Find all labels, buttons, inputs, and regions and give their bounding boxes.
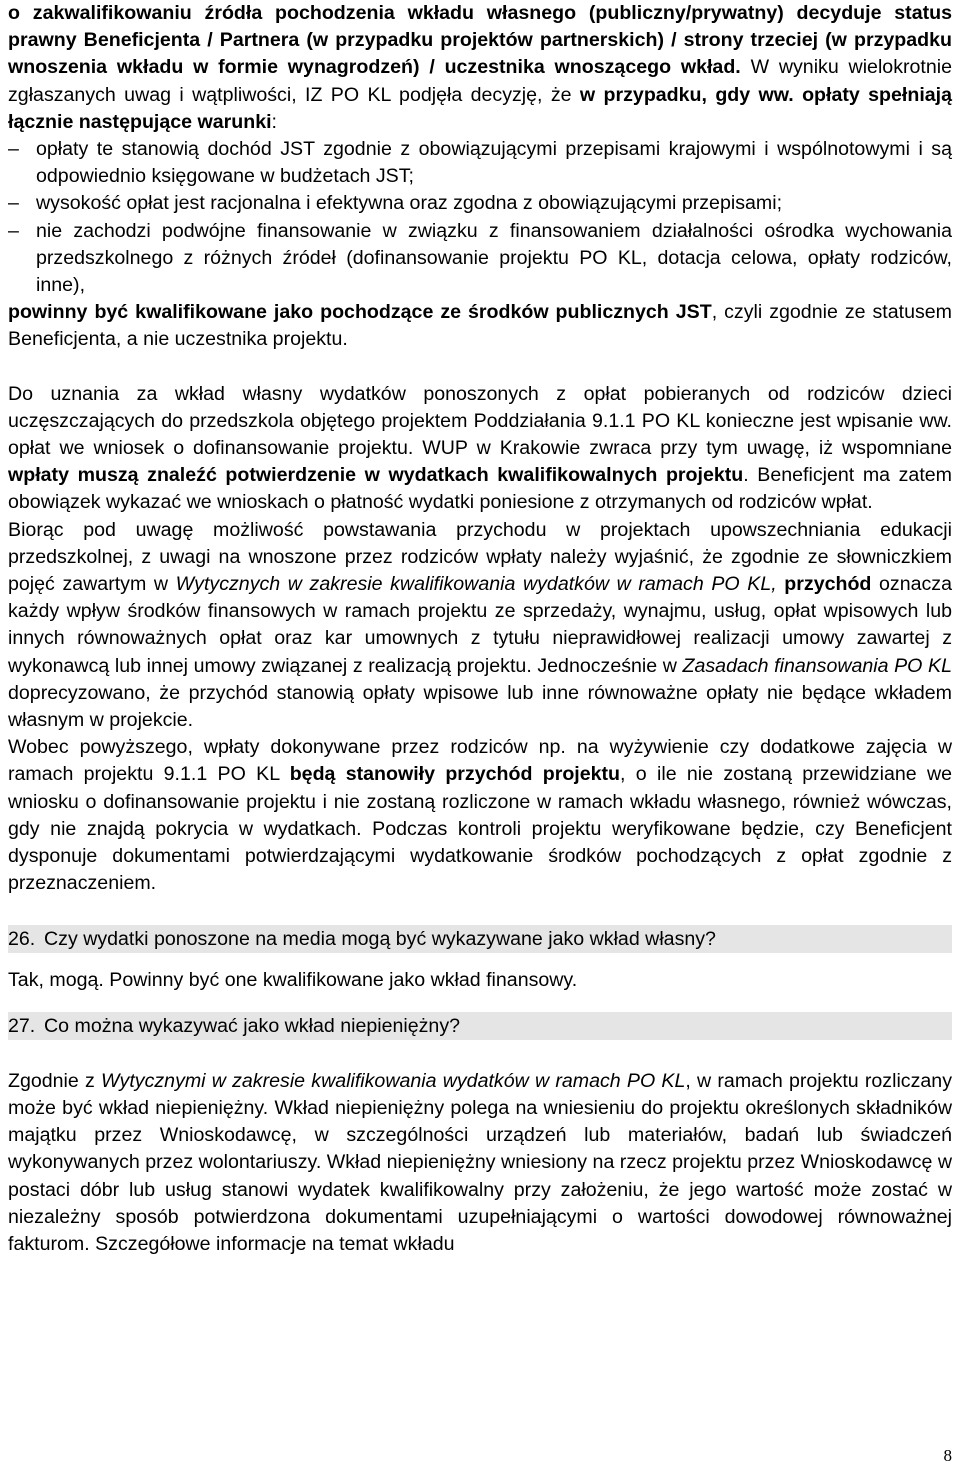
paragraph-own-contribution (8, 381, 952, 517)
spacer (8, 994, 952, 1012)
list-item-text: wysokość opłat jest racjonalna i efektywna oraz zgodna z obowiązującymi przepisami; (36, 192, 783, 215)
document-page (8, 0, 952, 1258)
spacer (8, 354, 952, 381)
own-contribution-bold: wpłaty muszą znaleźć potwierdzenie w wydatkach kwalifikowalnych projektu (8, 464, 744, 487)
income-text: Biorąc pod uwagę możliwość powstawania przychodu w projektach upowszechniania edukacji przedszkolnej, z uwagi na wnoszone przez rodziców wpłaty należy wyjaśnić, że zgodnie ze słowniczkiem pojęć zawartym w (8, 518, 952, 596)
income-term: przychód (784, 573, 872, 596)
question-number: 27. (8, 1014, 36, 1037)
paragraph-intro (8, 0, 952, 136)
conclusion-text: , czyli zgodnie ze statusem Beneficjenta, a nie uczestnika projektu. (8, 301, 952, 351)
list-item (8, 190, 952, 217)
dash-marker: – (8, 219, 19, 242)
answer-27-guidelines-title: Wytycznymi w zakresie kwalifikowania wydatków w ramach PO KL (101, 1069, 686, 1092)
income-guidelines-title: Wytycznych w zakresie kwalifikowania wydatków w ramach PO KL, (175, 573, 777, 596)
intro-colon: : (271, 110, 277, 133)
list-item-text: opłaty te stanowią dochód JST zgodnie z obowiązującymi przepisami krajowymi i wspólnotowymi i są odpowiednio księgowane w budżetach JST; (36, 138, 952, 188)
answer-27-text: , w ramach projektu rozliczany może być wkład niepieniężny. Wkład niepieniężny polega na wniesieniu do projektu określonych składników majątku przez Wnioskodawcę, w szczególności urządzeń lub materiałów, badań lub świadczeń wykonywanych przez wolontariuszy. Wkład niepieniężny wniesiony na rzecz projektu przez Wnioskodawcę w postaci dóbr lub usług stanowi wydatek kwalifikowalny przy założeniu, że jego wartość może zostać w niezależny sposób potwierdzona dokumentami uzupełniającymi o wartości dowodowej równoważnej fakturom. Szczegółowe informacje na temat wkładu (8, 1069, 952, 1255)
paragraph-conclusion (8, 299, 952, 353)
answer-27-start: Zgodnie z (8, 1069, 95, 1092)
intro-decision-text: W wyniku wielokrotnie zgłaszanych uwag i wątpliwości, IZ PO KL podjęła decyzję, że (8, 56, 953, 106)
paragraph-payments (8, 734, 952, 897)
page-number: 8 (943, 1446, 952, 1465)
intro-conditions-text: w przypadku, gdy ww. opłaty spełniają łącznie następujące warunki (8, 83, 952, 133)
list-item-text: nie zachodzi podwójne finansowanie w związku z finansowaniem działalności ośrodka wychowania przedszkolnego z różnych źródeł (dofinansowanie projektu PO KL, dotacja celowa, opłaty rodziców, inne), (36, 219, 952, 297)
payments-end: , o ile nie zostaną przewidziane we wniosku o dofinansowanie projektu i nie zostaną rozliczone w ramach wkładu własnego, również wówczas, gdy nie znajdą pokrycia w wydatkach. Podczas kontroli projektu weryfikowane będzie, czy Beneficjent dysponuje dokumentami potwierdzającymi wydatkowanie środków pochodzących z opłat zgodnie z przeznaczeniem. (8, 763, 952, 895)
spacer (8, 1040, 952, 1068)
question-heading-26 (8, 925, 952, 953)
own-contribution-text: Do uznania za wkład własny wydatków ponoszonych z opłat pobieranych od rodziców dzieci uczęszczających do przedszkola objętego projektem Poddziałania 9.1.1 PO KL konieczne jest wpisanie ww. opłat we wniosek o dofinansowanie projektu. WUP w Krakowie zwraca przy tym uwagę, iż wspomniane (8, 382, 952, 460)
spacer (8, 898, 952, 925)
payments-text: Wobec powyższego, wpłaty dokonywane przez rodziców np. na wyżywienie czy dodatkowe zajęcia w ramach projektu 9.1.1 PO KL (8, 736, 952, 786)
income-end: doprecyzowano, że przychód stanowią opłaty wpisowe lub inne równoważne opłaty nie będące wkładem własnym w projekcie. (8, 681, 952, 732)
conclusion-bold-text: powinny być kwalifikowane jako pochodzące ze środków publicznych JST (8, 301, 712, 324)
question-heading-27 (8, 1012, 952, 1040)
dash-marker: – (8, 138, 19, 161)
own-contribution-end: . Beneficjent ma zatem obowiązek wykazać we wnioskach o płatność wydatki poniesione z otrzymanych od rodziców wpłat. (8, 464, 952, 514)
paragraph-income (8, 517, 952, 735)
answer-27 (8, 1068, 952, 1258)
list-item (8, 218, 952, 300)
spacer (8, 953, 952, 967)
payments-bold: będą stanowiły przychód projektu (289, 763, 621, 786)
intro-bold-text: o zakwalifikowaniu źródła pochodzenia wkładu własnego (publiczny/prywatny) decyduje status prawny Beneficjenta / Partnera (w przypadku projektów partnerskich) / strony trzeciej (w przypadku wnoszenia wkładu w formie wynagrodzeń) / uczestnika wnoszącego wkład. (8, 2, 952, 79)
dash-marker: – (8, 192, 19, 215)
question-text: Co można wykazywać jako wkład niepieniężny? (44, 1014, 461, 1037)
list-item (8, 136, 952, 190)
income-definition: oznacza każdy wpływ środków finansowych w ramach projektu ze sprzedaży, wynajmu, usług, opłat wpisowych lub innych równoważnych opłat oraz kar umownych z tytułu nieprawidłowej realizacji umowy zawartej z wykonawcą lub innej umowy związanej z realizacją projektu. Jednocześnie w (8, 573, 952, 677)
answer-26: Tak, mogą. Powinny być one kwalifikowane jako wkład finansowy. (8, 968, 578, 991)
income-rules-title: Zasadach finansowania PO KL (682, 654, 952, 677)
question-text: Czy wydatki ponoszone na media mogą być wykazywane jako wkład własny? (44, 927, 716, 950)
question-number: 26. (8, 927, 36, 950)
